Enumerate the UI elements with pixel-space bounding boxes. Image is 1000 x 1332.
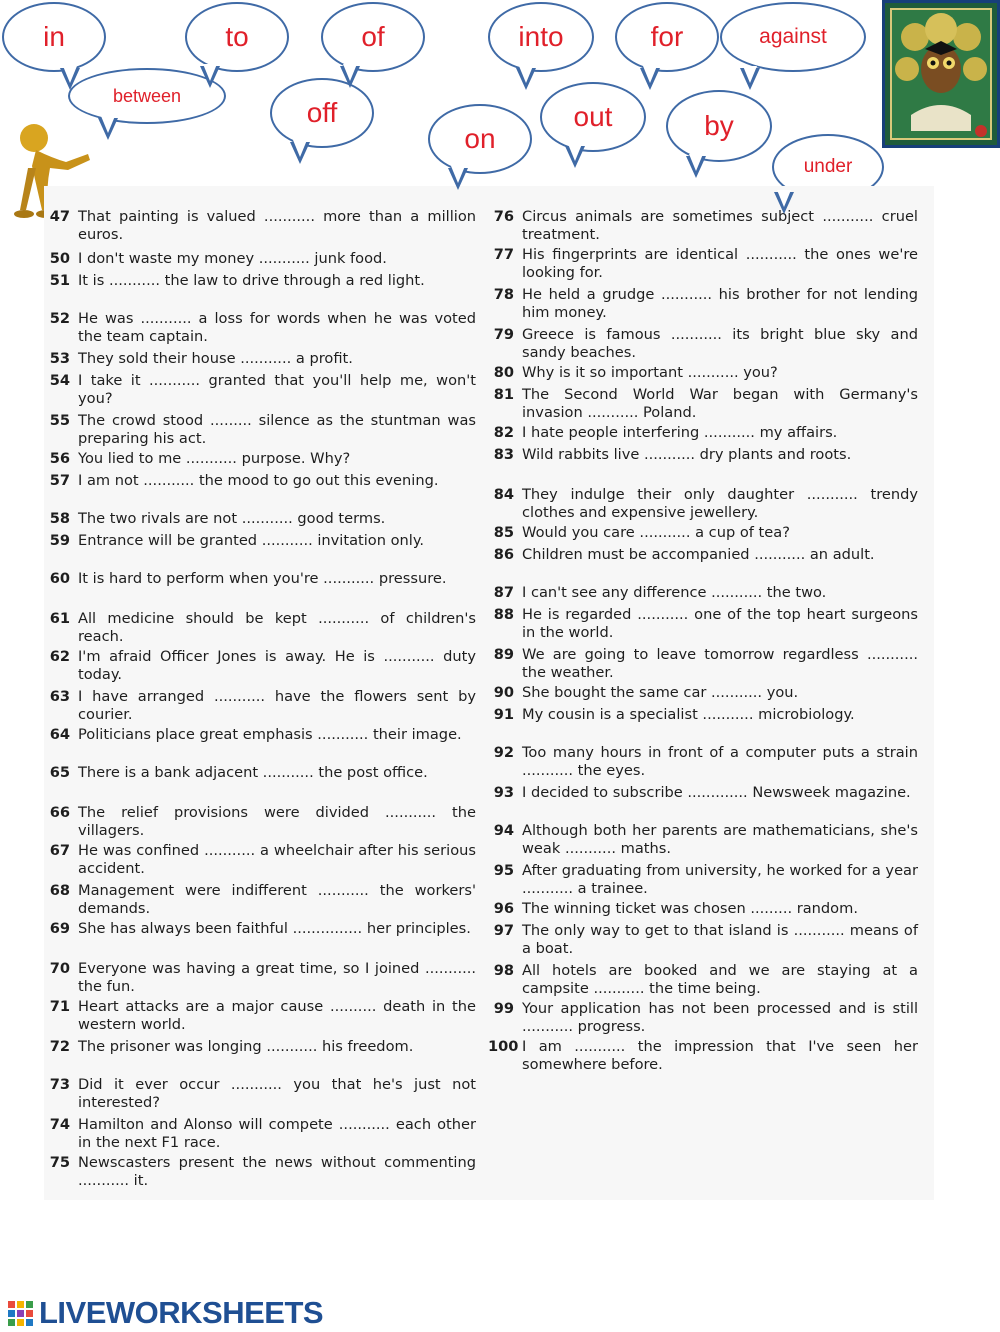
item-sentence: Hamilton and Alonso will compete ........... each other in the next F1 race. xyxy=(78,1116,476,1151)
exercise-item xyxy=(44,1038,476,1056)
item-number: 67 xyxy=(49,842,70,859)
item-number: 55 xyxy=(49,412,70,429)
item-sentence: They sold their house ........... a profit. xyxy=(78,350,353,367)
exercise-item xyxy=(488,606,918,642)
item-sentence: He is regarded ........... one of the top heart surgeons in the world. xyxy=(522,606,918,641)
exercise-item xyxy=(488,446,918,464)
exercise-item xyxy=(44,998,476,1034)
item-number: 68 xyxy=(49,882,70,899)
item-number: 87 xyxy=(493,584,514,601)
item-number: 88 xyxy=(493,606,514,623)
item-sentence: He was confined ........... a wheelchair after his serious accident. xyxy=(78,842,476,877)
word-label: into xyxy=(518,21,564,52)
exercise-item xyxy=(488,208,918,244)
school-emblem xyxy=(882,0,1000,148)
item-sentence: The Second World War began with Germany's invasion ........... Poland. xyxy=(522,386,918,421)
exercise-item xyxy=(44,510,476,528)
word-label: out xyxy=(573,101,613,132)
exercise-item xyxy=(488,922,918,958)
word-bubble-to[interactable] xyxy=(185,2,289,72)
item-sentence: All medicine should be kept ........... of children's reach. xyxy=(78,610,476,645)
exercise-item xyxy=(488,364,918,382)
exercise-item xyxy=(488,862,918,898)
item-number: 90 xyxy=(493,684,514,701)
item-sentence: He was ........... a loss for words when he was voted the team captain. xyxy=(78,310,476,345)
item-number: 82 xyxy=(493,424,514,441)
exercise-item xyxy=(488,286,918,322)
item-sentence: I have arranged ........... have the flowers sent by courier. xyxy=(78,688,476,723)
item-sentence: Entrance will be granted ........... invitation only. xyxy=(78,532,425,549)
item-number: 51 xyxy=(49,272,70,289)
exercise-item xyxy=(488,706,918,724)
exercise-item xyxy=(44,412,476,448)
word-bubble-in[interactable] xyxy=(2,2,106,72)
exercise-item xyxy=(44,610,476,646)
exercise-item xyxy=(44,250,476,268)
item-number: 71 xyxy=(49,998,70,1015)
logo-text: LIVEWORKSHEETS xyxy=(39,1295,324,1330)
item-number: 84 xyxy=(493,486,514,503)
item-sentence: Wild rabbits live ........... dry plants and roots. xyxy=(522,446,852,463)
exercise-item xyxy=(44,1076,476,1112)
item-sentence: Everyone was having a great time, so I joined ........... the fun. xyxy=(78,960,476,995)
item-number: 89 xyxy=(493,646,514,663)
item-sentence: I decided to subscribe ............. Newsweek magazine. xyxy=(522,784,911,801)
exercise-item xyxy=(488,386,918,422)
exercise-item xyxy=(488,424,918,442)
item-sentence: Children must be accompanied ........... an adult. xyxy=(522,546,875,563)
item-sentence: Your application has not been processed and is still ........... progress. xyxy=(522,1000,918,1035)
item-sentence: The crowd stood ......... silence as the stuntman was preparing his act. xyxy=(78,412,476,447)
word-label: on xyxy=(464,123,496,154)
item-sentence: There is a bank adjacent ........... the post office. xyxy=(78,764,428,781)
word-label: under xyxy=(803,156,853,177)
exercise-item xyxy=(44,1154,476,1190)
item-number: 64 xyxy=(49,726,70,743)
item-sentence: It is ........... the law to drive through a red light. xyxy=(78,272,425,289)
word-bubble-for[interactable] xyxy=(615,2,719,72)
item-number: 76 xyxy=(493,208,514,225)
word-label: off xyxy=(306,97,338,128)
item-number: 96 xyxy=(493,900,514,917)
word-label: by xyxy=(704,110,734,141)
item-number: 59 xyxy=(49,532,70,549)
item-sentence: The winning ticket was chosen ......... random. xyxy=(522,900,858,917)
item-number: 79 xyxy=(493,326,514,343)
exercise-item xyxy=(488,646,918,682)
item-number: 63 xyxy=(49,688,70,705)
item-sentence: After graduating from university, he worked for a year ........... a trainee. xyxy=(522,862,918,897)
exercise-item xyxy=(488,962,918,998)
logo-grid-icon xyxy=(8,1301,33,1326)
item-sentence: Heart attacks are a major cause .......... death in the western world. xyxy=(78,998,476,1033)
word-bubble-into[interactable] xyxy=(488,2,594,72)
item-sentence: She bought the same car ........... you. xyxy=(522,684,799,701)
exercise-item xyxy=(44,920,476,938)
item-number: 78 xyxy=(493,286,514,303)
exercise-item xyxy=(44,208,476,244)
item-sentence: Although both her parents are mathematicians, she's weak ........... maths. xyxy=(522,822,918,857)
item-sentence: Why is it so important ........... you? xyxy=(522,364,778,381)
exercise-item xyxy=(488,822,918,858)
item-sentence: All hotels are booked and we are staying at a campsite ........... the time being. xyxy=(522,962,918,997)
exercise-item xyxy=(488,326,918,362)
word-bubble-of[interactable] xyxy=(321,2,425,72)
item-number: 86 xyxy=(493,546,514,563)
item-number: 95 xyxy=(493,862,514,879)
word-label: of xyxy=(361,21,385,52)
item-number: 99 xyxy=(493,1000,514,1017)
item-number: 73 xyxy=(49,1076,70,1093)
item-number: 98 xyxy=(493,962,514,979)
item-number: 70 xyxy=(49,960,70,977)
exercise-item xyxy=(44,532,476,550)
word-bubble-against[interactable] xyxy=(720,2,866,72)
item-number: 91 xyxy=(493,706,514,723)
exercise-item xyxy=(488,486,918,522)
item-number: 77 xyxy=(493,246,514,263)
item-sentence: My cousin is a specialist ........... microbiology. xyxy=(522,706,855,723)
item-number: 61 xyxy=(49,610,70,627)
item-sentence: She has always been faithful ............... her principles. xyxy=(78,920,471,937)
item-number: 100 xyxy=(488,1038,519,1055)
item-sentence: Circus animals are sometimes subject ........... cruel treatment. xyxy=(522,208,918,243)
item-sentence: Too many hours in front of a computer puts a strain ........... the eyes. xyxy=(522,744,918,779)
item-number: 94 xyxy=(493,822,514,839)
item-number: 56 xyxy=(49,450,70,467)
word-label: to xyxy=(225,21,249,52)
item-number: 62 xyxy=(49,648,70,665)
item-sentence: Politicians place great emphasis ........... their image. xyxy=(78,726,462,743)
exercise-item xyxy=(488,784,918,802)
item-sentence: Greece is famous ........... its bright blue sky and sandy beaches. xyxy=(522,326,918,361)
item-number: 50 xyxy=(49,250,70,267)
item-sentence: They indulge their only daughter ........... trendy clothes and expensive jewellery. xyxy=(522,486,918,521)
item-sentence: The only way to get to that island is ........... means of a boat. xyxy=(522,922,918,957)
item-number: 69 xyxy=(49,920,70,937)
exercise-item xyxy=(488,524,918,542)
exercise-item xyxy=(44,882,476,918)
exercise-item xyxy=(44,372,476,408)
exercise-item xyxy=(488,1038,918,1074)
item-sentence: Management were indifferent ........... the workers' demands. xyxy=(78,882,476,917)
item-number: 74 xyxy=(49,1116,70,1133)
item-number: 60 xyxy=(49,570,70,587)
item-sentence: I am not ........... the mood to go out this evening. xyxy=(78,472,439,489)
exercise-item xyxy=(44,804,476,840)
exercise-item xyxy=(488,246,918,282)
exercise-item xyxy=(44,726,476,744)
item-sentence: It is hard to perform when you're ........... pressure. xyxy=(78,570,447,587)
item-number: 93 xyxy=(493,784,514,801)
item-number: 53 xyxy=(49,350,70,367)
liveworksheets-logo xyxy=(8,1295,324,1330)
item-sentence: Did it ever occur ........... you that he's just not interested? xyxy=(78,1076,476,1111)
word-label: for xyxy=(650,21,684,52)
exercise-item xyxy=(44,272,476,290)
item-sentence: We are going to leave tomorrow regardless ........... the weather. xyxy=(522,646,918,681)
exercise-item xyxy=(44,310,476,346)
item-sentence: The two rivals are not ........... good terms. xyxy=(78,510,386,527)
item-sentence: I don't waste my money ........... junk food. xyxy=(78,250,387,267)
exercise-item xyxy=(44,764,476,782)
item-sentence: His fingerprints are identical ........... the ones we're looking for. xyxy=(522,246,918,281)
item-number: 54 xyxy=(49,372,70,389)
exercise-item xyxy=(488,900,918,918)
exercise-item xyxy=(488,546,918,564)
item-number: 72 xyxy=(49,1038,70,1055)
exercise-item xyxy=(488,584,918,602)
exercise-item xyxy=(44,450,476,468)
item-sentence: I can't see any difference ........... the two. xyxy=(522,584,827,601)
word-label: between xyxy=(112,85,182,106)
word-label: in xyxy=(43,21,65,52)
exercise-sheet xyxy=(44,186,934,1200)
item-number: 66 xyxy=(49,804,70,821)
item-sentence: I'm afraid Officer Jones is away. He is ........... duty today. xyxy=(78,648,476,683)
owl-tree-icon xyxy=(885,3,997,145)
item-sentence: Newscasters present the news without commenting ........... it. xyxy=(78,1154,476,1189)
item-sentence: The prisoner was longing ........... his freedom. xyxy=(78,1038,414,1055)
item-number: 83 xyxy=(493,446,514,463)
exercise-item xyxy=(44,688,476,724)
item-number: 85 xyxy=(493,524,514,541)
item-sentence: I take it ........... granted that you'll help me, won't you? xyxy=(78,372,476,407)
item-number: 57 xyxy=(49,472,70,489)
exercise-item xyxy=(44,648,476,684)
exercise-item xyxy=(44,472,476,490)
item-number: 92 xyxy=(493,744,514,761)
item-sentence: He held a grudge ........... his brother for not lending him money. xyxy=(522,286,918,321)
exercise-item xyxy=(44,570,476,588)
exercise-item xyxy=(488,684,918,702)
item-sentence: Would you care ........... a cup of tea? xyxy=(522,524,790,541)
item-number: 81 xyxy=(493,386,514,403)
item-number: 80 xyxy=(493,364,514,381)
item-number: 58 xyxy=(49,510,70,527)
exercise-item xyxy=(44,1116,476,1152)
item-sentence: The relief provisions were divided ........... the villagers. xyxy=(78,804,476,839)
item-sentence: That painting is valued ........... more than a million euros. xyxy=(78,208,476,243)
item-number: 75 xyxy=(49,1154,70,1171)
exercise-item xyxy=(488,1000,918,1036)
item-number: 52 xyxy=(49,310,70,327)
item-sentence: I hate people interfering ........... my affairs. xyxy=(522,424,838,441)
item-number: 97 xyxy=(493,922,514,939)
exercise-item xyxy=(44,842,476,878)
item-number: 65 xyxy=(49,764,70,781)
word-label: against xyxy=(759,25,827,48)
word-bubble-by[interactable] xyxy=(666,90,772,162)
exercise-item xyxy=(44,960,476,996)
word-bubble-off[interactable] xyxy=(270,78,374,148)
item-number: 47 xyxy=(49,208,70,225)
exercise-item xyxy=(488,744,918,780)
word-bubble-out[interactable] xyxy=(540,82,646,152)
item-sentence: I am ........... the impression that I've seen her somewhere before. xyxy=(522,1038,918,1073)
item-sentence: You lied to me ........... purpose. Why? xyxy=(78,450,351,467)
word-bubble-on[interactable] xyxy=(428,104,532,174)
exercise-item xyxy=(44,350,476,368)
